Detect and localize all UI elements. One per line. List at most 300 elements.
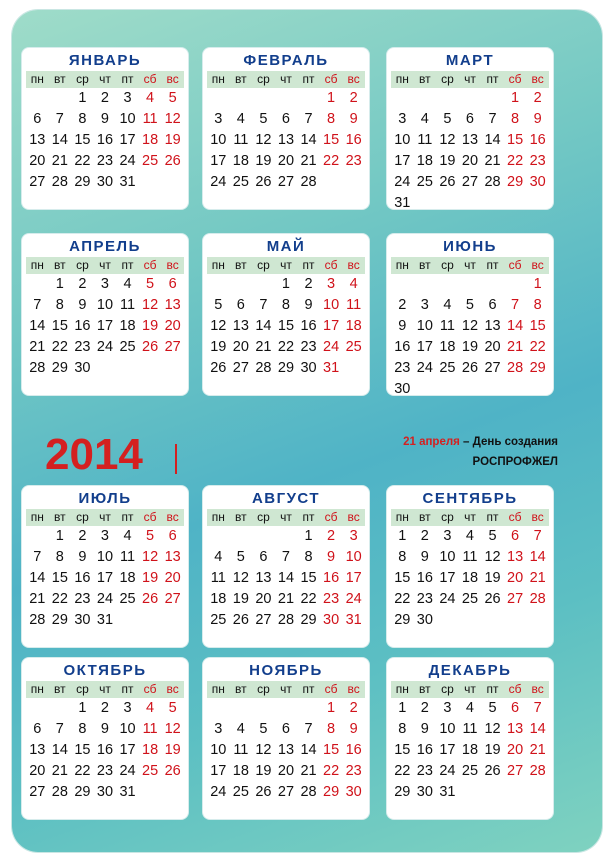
weekday-label: ср <box>257 682 270 696</box>
day-cell: 16 <box>394 339 411 355</box>
day-cell <box>230 698 253 719</box>
day-cell: 15 <box>74 742 91 758</box>
weekday-label: вт <box>235 510 247 524</box>
day-cell: 1 <box>78 700 87 716</box>
day-cell: 23 <box>96 763 114 779</box>
weekday-label: чт <box>99 510 111 524</box>
week-row <box>26 719 184 740</box>
day-cell: 26 <box>142 591 159 607</box>
week-row <box>391 88 549 109</box>
weekday-label: вт <box>419 258 431 272</box>
month-grid <box>207 71 365 193</box>
day-cell: 22 <box>51 591 68 607</box>
day-cell: 30 <box>96 784 114 800</box>
day-cell: 21 <box>51 763 68 779</box>
day-cell <box>342 358 365 379</box>
day-cell: 30 <box>529 174 546 190</box>
weekday-label: вт <box>54 682 66 696</box>
day-cell: 19 <box>461 339 479 355</box>
week-row <box>391 740 549 761</box>
day-cell <box>297 88 320 109</box>
day-cell: 23 <box>416 763 433 779</box>
day-cell: 7 <box>55 111 64 127</box>
weekday-header <box>391 71 549 88</box>
day-cell: 15 <box>51 318 68 334</box>
day-cell: 24 <box>210 174 227 190</box>
weekday-label: пн <box>395 258 409 272</box>
weekday-label: пт <box>121 510 134 524</box>
week-row <box>391 193 549 214</box>
day-cell: 29 <box>51 360 68 376</box>
week-row <box>391 274 549 295</box>
day-cell: 15 <box>277 318 295 334</box>
day-cell: 25 <box>232 784 249 800</box>
day-cell: 19 <box>210 339 227 355</box>
week-row <box>207 698 365 719</box>
day-cell: 24 <box>416 360 433 376</box>
day-cell: 1 <box>55 528 64 544</box>
day-cell: 21 <box>507 339 524 355</box>
day-cell: 24 <box>439 591 456 607</box>
day-cell: 4 <box>465 700 474 716</box>
week-row <box>207 526 365 547</box>
day-cell: 19 <box>164 742 181 758</box>
weekday-label: пт <box>302 510 315 524</box>
day-cell <box>414 88 437 109</box>
weekday-header <box>207 681 365 698</box>
month-block <box>22 658 188 819</box>
day-cell: 18 <box>416 153 433 169</box>
weekday-label: вс <box>347 72 360 86</box>
day-cell: 31 <box>323 360 340 376</box>
day-cell: 20 <box>277 763 295 779</box>
weekday-label: вт <box>54 510 66 524</box>
day-cell: 24 <box>394 174 411 190</box>
day-cell: 1 <box>533 276 542 292</box>
weekday-label: пт <box>121 258 134 272</box>
weekday-label: чт <box>99 72 111 86</box>
day-cell <box>275 698 298 719</box>
day-cell: 3 <box>349 528 358 544</box>
week-row <box>207 547 365 568</box>
weekday-label: сб <box>508 258 522 272</box>
day-cell: 3 <box>100 528 109 544</box>
day-cell: 14 <box>51 742 68 758</box>
day-cell: 12 <box>142 549 159 565</box>
week-row <box>26 337 184 358</box>
month-name: ФЕВРАЛЬ <box>243 52 329 69</box>
day-cell: 3 <box>443 528 452 544</box>
day-cell <box>207 274 230 295</box>
day-cell: 8 <box>511 111 520 127</box>
day-cell: 20 <box>255 591 272 607</box>
day-cell: 6 <box>259 549 268 565</box>
day-cell: 29 <box>323 784 340 800</box>
weekday-label: пн <box>211 72 225 86</box>
day-cell <box>481 610 504 631</box>
month-block <box>203 486 369 647</box>
day-cell <box>481 88 504 109</box>
week-row <box>391 698 549 719</box>
day-cell: 22 <box>394 591 411 607</box>
day-cell: 16 <box>416 742 433 758</box>
weekday-label: пн <box>30 510 44 524</box>
week-row <box>391 109 549 130</box>
day-cell: 20 <box>507 570 524 586</box>
day-cell: 10 <box>323 297 340 313</box>
day-cell: 12 <box>439 132 456 148</box>
day-cell: 30 <box>96 174 114 190</box>
day-cell <box>139 172 162 193</box>
week-row <box>391 761 549 782</box>
day-cell: 23 <box>345 763 362 779</box>
week-row <box>26 761 184 782</box>
day-cell: 23 <box>300 339 317 355</box>
day-cell <box>230 526 253 547</box>
day-cell: 9 <box>100 721 109 737</box>
day-cell: 29 <box>507 174 524 190</box>
day-cell: 29 <box>300 612 317 628</box>
month-block <box>22 234 188 395</box>
week-row <box>207 610 365 631</box>
weekday-label: пн <box>395 510 409 524</box>
day-cell: 12 <box>142 297 159 313</box>
weekday-label: сб <box>508 510 522 524</box>
weekday-label: пт <box>121 72 134 86</box>
day-cell: 13 <box>277 742 295 758</box>
day-cell: 26 <box>255 784 272 800</box>
day-cell: 23 <box>416 591 433 607</box>
day-cell: 29 <box>51 612 68 628</box>
day-cell: 12 <box>255 132 272 148</box>
day-cell: 28 <box>29 612 46 628</box>
day-cell: 3 <box>443 700 452 716</box>
month-block <box>387 234 553 395</box>
day-cell: 13 <box>484 318 501 334</box>
weekday-label: вс <box>166 510 179 524</box>
day-cell <box>94 358 117 379</box>
day-cell <box>161 358 184 379</box>
month-block <box>387 658 553 819</box>
day-cell: 7 <box>511 297 520 313</box>
day-cell: 9 <box>398 318 407 334</box>
calendar-card <box>12 10 602 852</box>
day-cell: 10 <box>345 549 362 565</box>
day-cell: 25 <box>142 153 159 169</box>
day-cell: 24 <box>210 784 227 800</box>
week-row <box>391 151 549 172</box>
day-cell: 28 <box>51 174 68 190</box>
weekday-label: ср <box>76 72 89 86</box>
month-block <box>203 234 369 395</box>
day-cell <box>526 782 549 803</box>
month-name: МАРТ <box>445 52 495 69</box>
day-cell: 19 <box>164 132 181 148</box>
day-cell: 14 <box>507 318 524 334</box>
month-grid <box>391 257 549 400</box>
day-cell: 22 <box>74 763 91 779</box>
day-cell: 1 <box>511 90 520 106</box>
day-cell: 27 <box>277 784 295 800</box>
day-cell: 16 <box>416 570 433 586</box>
day-cell: 22 <box>323 763 340 779</box>
day-cell <box>116 358 139 379</box>
week-row <box>207 88 365 109</box>
week-row <box>207 172 365 193</box>
day-cell: 11 <box>120 549 136 565</box>
day-cell: 27 <box>484 360 501 376</box>
month-grid <box>207 681 365 803</box>
day-cell: 22 <box>323 153 340 169</box>
month-block <box>387 486 553 647</box>
day-cell <box>481 193 504 214</box>
day-cell: 18 <box>119 318 136 334</box>
day-cell: 25 <box>142 763 159 779</box>
weekday-label: пн <box>211 510 225 524</box>
day-cell: 2 <box>78 528 87 544</box>
weekday-label: чт <box>99 682 111 696</box>
weekday-label: вс <box>347 258 360 272</box>
day-cell: 1 <box>55 276 64 292</box>
weekday-label: вт <box>235 72 247 86</box>
day-cell: 6 <box>168 528 177 544</box>
weekday-label: чт <box>464 72 476 86</box>
day-cell: 30 <box>416 784 433 800</box>
day-cell: 24 <box>96 591 114 607</box>
day-cell: 8 <box>327 721 336 737</box>
day-cell: 18 <box>232 153 249 169</box>
weekday-label: чт <box>464 510 476 524</box>
weekday-label: пт <box>486 510 499 524</box>
day-cell <box>139 358 162 379</box>
organization-name: РОСПРОФЖЕЛ <box>472 456 558 468</box>
day-cell: 4 <box>214 549 223 565</box>
week-row <box>26 151 184 172</box>
weekday-header <box>207 257 365 274</box>
day-cell: 6 <box>236 297 245 313</box>
week-row <box>391 172 549 193</box>
day-cell: 7 <box>33 549 42 565</box>
week-row <box>391 547 549 568</box>
day-cell <box>414 193 437 214</box>
day-cell: 4 <box>236 721 245 737</box>
day-cell: 8 <box>304 549 313 565</box>
day-cell: 24 <box>345 591 362 607</box>
day-cell <box>161 172 184 193</box>
weekday-label: пт <box>302 72 315 86</box>
day-cell: 17 <box>323 318 340 334</box>
day-cell: 13 <box>232 318 249 334</box>
day-cell: 2 <box>349 700 358 716</box>
weekday-label: ср <box>441 510 454 524</box>
weekday-label: вс <box>166 72 179 86</box>
day-cell: 10 <box>96 549 114 565</box>
day-cell: 25 <box>119 591 136 607</box>
weekday-label: ср <box>76 682 89 696</box>
day-cell: 15 <box>323 132 340 148</box>
day-cell: 27 <box>461 174 479 190</box>
week-row <box>391 610 549 631</box>
day-cell: 14 <box>51 132 68 148</box>
weekday-label: чт <box>464 682 476 696</box>
day-cell <box>526 610 549 631</box>
week-row <box>26 274 184 295</box>
day-cell: 26 <box>142 339 159 355</box>
day-cell: 2 <box>327 528 336 544</box>
day-cell: 8 <box>78 111 87 127</box>
day-cell: 28 <box>277 612 295 628</box>
day-cell: 16 <box>345 742 362 758</box>
day-cell: 9 <box>304 297 313 313</box>
week-row <box>391 568 549 589</box>
day-cell <box>504 610 527 631</box>
day-cell: 9 <box>533 111 542 127</box>
day-cell: 24 <box>439 763 456 779</box>
day-cell: 29 <box>529 360 546 376</box>
day-cell: 19 <box>484 570 501 586</box>
day-cell: 30 <box>394 381 411 397</box>
day-cell: 10 <box>416 318 433 334</box>
week-row <box>26 610 184 631</box>
weekday-label: чт <box>280 682 292 696</box>
week-row <box>26 568 184 589</box>
day-cell: 13 <box>164 297 181 313</box>
day-cell: 20 <box>29 153 46 169</box>
weekday-header <box>391 509 549 526</box>
day-cell: 12 <box>484 721 501 737</box>
day-cell: 2 <box>78 276 87 292</box>
day-cell: 9 <box>78 297 87 313</box>
day-cell: 23 <box>394 360 411 376</box>
day-cell: 29 <box>74 784 91 800</box>
week-row <box>26 782 184 803</box>
day-cell: 20 <box>461 153 479 169</box>
month-grid <box>26 509 184 631</box>
week-row <box>207 109 365 130</box>
day-cell: 24 <box>323 339 340 355</box>
day-cell: 30 <box>300 360 317 376</box>
weekday-label: сб <box>508 72 522 86</box>
day-cell <box>207 88 230 109</box>
day-cell: 21 <box>300 763 317 779</box>
day-cell: 8 <box>533 297 542 313</box>
day-cell: 22 <box>300 591 317 607</box>
day-cell <box>207 698 230 719</box>
day-cell: 5 <box>214 297 223 313</box>
day-cell: 7 <box>33 297 42 313</box>
weekday-label: пн <box>30 258 44 272</box>
day-cell: 26 <box>461 360 479 376</box>
day-cell: 24 <box>119 763 136 779</box>
weekday-label: вс <box>531 682 544 696</box>
day-cell: 2 <box>420 700 429 716</box>
day-cell: 4 <box>349 276 358 292</box>
day-cell: 23 <box>96 153 114 169</box>
day-cell: 11 <box>233 132 249 148</box>
day-cell: 27 <box>507 763 524 779</box>
day-cell: 21 <box>300 153 317 169</box>
day-cell: 15 <box>529 318 546 334</box>
day-cell: 14 <box>29 318 46 334</box>
weekday-label: ср <box>257 510 270 524</box>
day-cell <box>459 379 482 400</box>
day-cell: 26 <box>210 360 227 376</box>
weekday-label: сб <box>143 510 157 524</box>
day-cell: 22 <box>394 763 411 779</box>
day-cell: 6 <box>33 111 42 127</box>
day-cell: 4 <box>236 111 245 127</box>
week-row <box>207 358 365 379</box>
day-cell: 2 <box>533 90 542 106</box>
day-cell <box>342 172 365 193</box>
day-cell: 25 <box>439 360 456 376</box>
day-cell: 3 <box>123 90 132 106</box>
holiday-note <box>403 436 558 448</box>
month-grid <box>26 681 184 803</box>
day-cell: 19 <box>142 318 159 334</box>
week-row <box>207 316 365 337</box>
day-cell: 26 <box>439 174 456 190</box>
day-cell: 16 <box>96 742 114 758</box>
day-cell: 29 <box>394 612 411 628</box>
day-cell: 19 <box>255 153 272 169</box>
day-cell: 8 <box>281 297 290 313</box>
weekday-label: пн <box>211 258 225 272</box>
day-cell: 28 <box>255 360 272 376</box>
day-cell: 9 <box>349 111 358 127</box>
day-cell: 19 <box>142 570 159 586</box>
day-cell: 26 <box>164 153 181 169</box>
day-cell: 1 <box>304 528 313 544</box>
month-block <box>387 48 553 209</box>
day-cell: 11 <box>346 297 362 313</box>
day-cell <box>49 698 72 719</box>
day-cell: 18 <box>232 763 249 779</box>
weekday-label: вт <box>419 510 431 524</box>
day-cell: 7 <box>488 111 497 127</box>
day-cell: 2 <box>100 90 109 106</box>
day-cell: 18 <box>142 132 159 148</box>
day-cell: 29 <box>277 360 295 376</box>
day-cell: 4 <box>146 700 155 716</box>
day-cell: 14 <box>277 570 295 586</box>
day-cell: 6 <box>33 721 42 737</box>
day-cell: 28 <box>300 174 317 190</box>
day-cell: 7 <box>281 549 290 565</box>
day-cell: 12 <box>461 318 479 334</box>
day-cell: 12 <box>164 111 181 127</box>
week-row <box>207 761 365 782</box>
day-cell: 17 <box>416 339 433 355</box>
day-cell: 22 <box>51 339 68 355</box>
day-cell: 19 <box>255 763 272 779</box>
day-cell: 11 <box>462 549 478 565</box>
day-cell: 3 <box>214 111 223 127</box>
day-cell: 2 <box>420 528 429 544</box>
day-cell: 3 <box>214 721 223 737</box>
day-cell: 13 <box>29 132 46 148</box>
day-cell: 4 <box>146 90 155 106</box>
day-cell: 4 <box>123 528 132 544</box>
day-cell: 15 <box>394 570 411 586</box>
day-cell: 20 <box>484 339 501 355</box>
day-cell: 29 <box>74 174 91 190</box>
day-cell <box>252 698 275 719</box>
day-cell: 25 <box>232 174 249 190</box>
day-cell: 24 <box>119 153 136 169</box>
day-cell: 10 <box>439 721 456 737</box>
day-cell: 5 <box>146 276 155 292</box>
